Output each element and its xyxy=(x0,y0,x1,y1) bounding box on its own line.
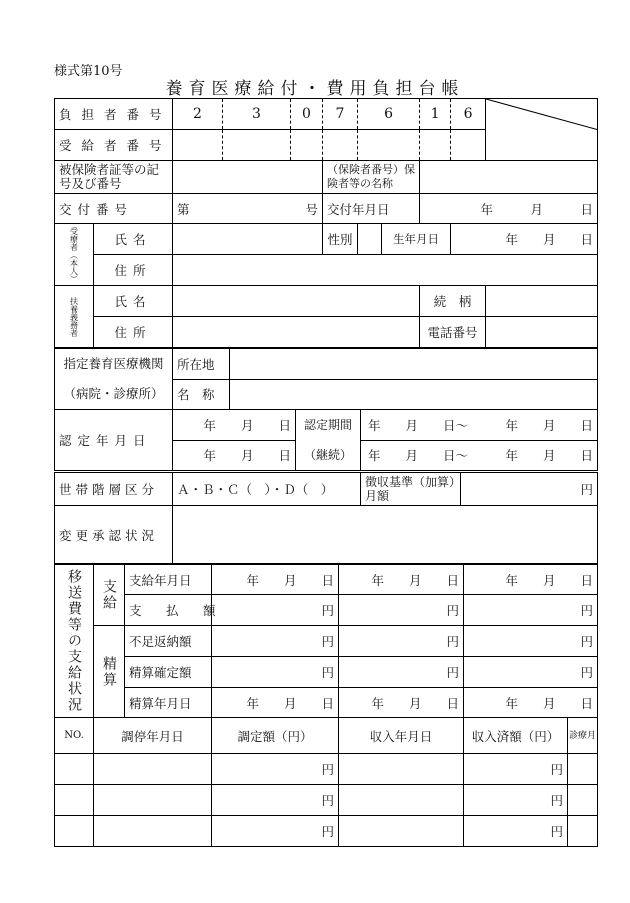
shortfall-3[interactable]: 円 xyxy=(464,626,598,657)
guardian-group-label: 扶養義務者 xyxy=(55,286,94,348)
burden-digit: 2 xyxy=(173,99,223,130)
ledger-cell[interactable] xyxy=(568,816,598,847)
relation-field[interactable] xyxy=(486,286,598,317)
pay-date-label: 支給年月日 xyxy=(125,565,212,595)
household-classes[interactable]: Ａ・Ｂ・Ｃ（ ）・Ｄ（ ） xyxy=(173,473,361,506)
institution-label xyxy=(55,349,173,410)
phone-label: 電話番号 xyxy=(420,317,486,348)
payment-group-label: 支給 xyxy=(94,565,125,626)
ledger-income-cell[interactable]: 円 xyxy=(464,816,568,847)
shortfall-label: 不足返納額 xyxy=(125,626,212,657)
ledger-header-income-amount: 収入済額（円） xyxy=(464,718,568,754)
birth-label: 生年月日 xyxy=(382,224,451,255)
burden-digit: 6 xyxy=(451,99,486,130)
ledger-cell[interactable] xyxy=(55,754,94,785)
certification-date-2[interactable]: 年 月 日 xyxy=(173,440,296,471)
issue-dai: 第 xyxy=(177,201,190,217)
phone-field[interactable] xyxy=(486,317,598,348)
settled-amount-2[interactable]: 円 xyxy=(339,657,464,688)
ledger-header-month: 診療月 xyxy=(568,718,598,754)
ledger-income-cell[interactable]: 円 xyxy=(464,785,568,816)
burden-digit: 7 xyxy=(323,99,358,130)
relation-label: 続 柄 xyxy=(420,286,486,317)
page-title: 養育医療給付・費用負担台帳 xyxy=(165,79,465,99)
birth-field[interactable]: 年 月 日 xyxy=(451,224,598,255)
burden-diagonal-cell xyxy=(486,99,598,161)
sex-label: 性別 xyxy=(323,224,358,255)
ledger-cell[interactable] xyxy=(55,785,94,816)
household-table xyxy=(54,472,598,564)
guardian-address-label: 住所 xyxy=(94,317,173,348)
settle-date-3[interactable]: 年 月 日 xyxy=(464,688,598,718)
household-label: 世帯階層区分 xyxy=(55,473,173,506)
ledger-header-no: NO. xyxy=(55,718,94,754)
ledger-cell[interactable] xyxy=(94,785,212,816)
ledger-cell[interactable] xyxy=(568,785,598,816)
settle-group-label: 精算 xyxy=(94,626,125,718)
change-label: 変更承認状況 xyxy=(55,506,173,564)
ledger-amount-cell[interactable]: 円 xyxy=(212,754,339,785)
certification-label: 認定年月日 xyxy=(55,410,173,471)
issue-number-label: 交付番号 xyxy=(55,194,173,224)
certification-date-1[interactable]: 年 月 日 xyxy=(173,410,296,441)
settled-amount-label: 精算確定額 xyxy=(125,657,212,688)
recipient-digit-cell[interactable] xyxy=(323,130,358,161)
issue-number-field[interactable] xyxy=(173,194,323,224)
guardian-name-label: 氏名 xyxy=(94,286,173,317)
shortfall-1[interactable]: 円 xyxy=(212,626,339,657)
burden-digit: 0 xyxy=(291,99,323,130)
location-label: 所在地 xyxy=(173,349,230,380)
standard-label: 徴収基準（加算）月額 xyxy=(361,473,461,506)
ledger-row xyxy=(55,754,598,785)
settle-date-2[interactable]: 年 月 日 xyxy=(339,688,464,718)
pay-amount-2[interactable]: 円 xyxy=(339,595,464,626)
period-value-1[interactable]: 年 月 日〜 年 月 日 xyxy=(361,410,598,441)
institution-label-1: 指定養育医療機関 xyxy=(63,356,164,371)
institution-label-2: （病院・診療所） xyxy=(63,386,164,401)
period-label-2: （継続） xyxy=(303,448,352,462)
recipient-address-field[interactable] xyxy=(173,255,598,286)
recipient-group-label: 受療者（本人） xyxy=(55,224,94,286)
ledger-cell[interactable] xyxy=(568,754,598,785)
recipient-digit-cell[interactable] xyxy=(420,130,451,161)
burden-digit: 1 xyxy=(420,99,451,130)
pay-amount-1[interactable]: 円 xyxy=(212,595,339,626)
recipient-digit-cell[interactable] xyxy=(223,130,291,161)
period-value-2[interactable]: 年 月 日〜 年 月 日 xyxy=(361,440,598,471)
settled-amount-1[interactable]: 円 xyxy=(212,657,339,688)
sex-field[interactable] xyxy=(358,224,382,255)
recipient-number-label: 受給者番号 xyxy=(55,130,173,161)
pay-date-1[interactable]: 年 月 日 xyxy=(212,565,339,595)
location-field[interactable] xyxy=(230,349,598,380)
change-status-field[interactable] xyxy=(173,506,598,564)
ledger-amount-cell[interactable]: 円 xyxy=(212,785,339,816)
revenue-ledger-table xyxy=(54,717,598,847)
pay-date-2[interactable]: 年 月 日 xyxy=(339,565,464,595)
institution-name-label: 名 称 xyxy=(173,379,230,410)
settled-amount-3[interactable]: 円 xyxy=(464,657,598,688)
ledger-header-income-date: 収入年月日 xyxy=(339,718,464,754)
form-number: 様式第10号 xyxy=(54,64,123,79)
ledger-amount-cell[interactable]: 円 xyxy=(212,816,339,847)
standard-amount-field[interactable]: 円 xyxy=(461,473,598,506)
ledger-row xyxy=(55,785,598,816)
guardian-name-field[interactable] xyxy=(173,286,420,317)
recipient-address-label: 住所 xyxy=(94,255,173,286)
ledger-cell[interactable] xyxy=(339,754,464,785)
ledger-cell[interactable] xyxy=(94,754,212,785)
ledger-cell[interactable] xyxy=(55,816,94,847)
guardian-address-field[interactable] xyxy=(173,317,420,348)
settle-date-label: 精算年月日 xyxy=(125,688,212,718)
period-label-1: 認定期間 xyxy=(303,418,352,432)
ledger-cell[interactable] xyxy=(339,816,464,847)
ledger-main-table xyxy=(54,98,598,348)
insurer-name-field[interactable] xyxy=(420,161,598,194)
burden-number-label: 負担者番号 xyxy=(55,99,173,130)
ledger-header-amount: 調定額（円） xyxy=(212,718,339,754)
settle-date-1[interactable]: 年 月 日 xyxy=(212,688,339,718)
ledger-row xyxy=(55,816,598,847)
period-label xyxy=(296,410,361,471)
insurer-label: （保険者番号）保険者等の名称 xyxy=(323,161,420,194)
ledger-header-date: 調停年月日 xyxy=(94,718,212,754)
recipient-digit-cell[interactable] xyxy=(451,130,486,161)
insurance-label: 被保険者証等の記号及び番号 xyxy=(55,161,173,194)
transport-table xyxy=(54,564,598,718)
pay-amount-3[interactable]: 円 xyxy=(464,595,598,626)
issue-date-field[interactable]: 年 月 日 xyxy=(420,194,598,224)
issue-date-label: 交付年月日 xyxy=(323,194,420,224)
recipient-name-field[interactable] xyxy=(173,224,323,255)
institution-name-field[interactable] xyxy=(230,379,598,410)
ledger-cell[interactable] xyxy=(94,816,212,847)
burden-digit: 6 xyxy=(358,99,420,130)
recipient-digit-cell[interactable] xyxy=(358,130,420,161)
ledger-income-cell[interactable]: 円 xyxy=(464,754,568,785)
pay-date-3[interactable]: 年 月 日 xyxy=(464,565,598,595)
insurance-number-field[interactable] xyxy=(173,161,323,194)
issue-go: 号 xyxy=(305,201,319,217)
institution-table xyxy=(54,348,598,471)
shortfall-2[interactable]: 円 xyxy=(339,626,464,657)
ledger-cell[interactable] xyxy=(339,785,464,816)
transport-group-label: 移送費等の支給状況 xyxy=(55,565,94,718)
recipient-digit-cell[interactable] xyxy=(291,130,323,161)
burden-digit: 3 xyxy=(223,99,291,130)
pay-amount-label: 支 払 額 xyxy=(125,595,212,626)
recipient-name-label: 氏名 xyxy=(94,224,173,255)
recipient-digit-cell[interactable] xyxy=(173,130,223,161)
